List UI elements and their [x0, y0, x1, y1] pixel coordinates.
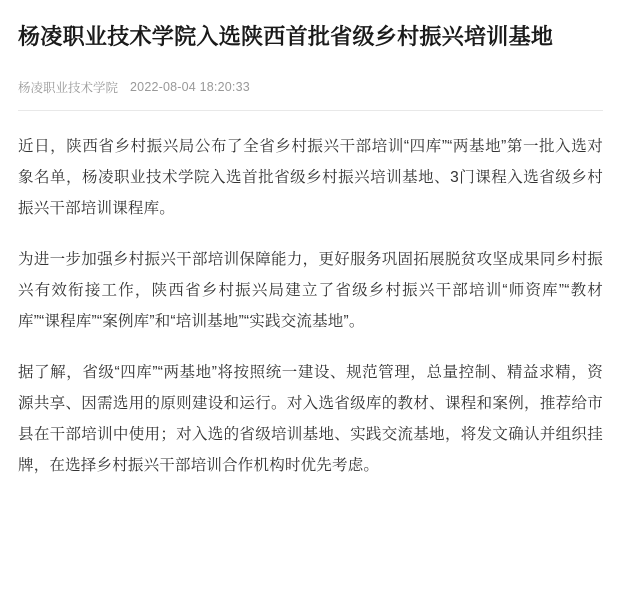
article-timestamp: 2022-08-04 18:20:33	[130, 79, 250, 94]
article-body	[18, 131, 603, 481]
header-divider	[18, 110, 603, 111]
article-source: 杨凌职业技术学院	[18, 80, 119, 95]
article-paragraph: 近日，陕西省乡村振兴局公布了全省乡村振兴干部培训“四库”“两基地”第一批入选对象名单，杨凌职业技术学院入选首批省级乡村振兴培训基地、3门课程入选省级乡村振兴干部培训课程库。	[18, 137, 603, 217]
article-paragraph: 为进一步加强乡村振兴干部培训保障能力，更好服务巩固拓展脱贫攻坚成果同乡村振兴有效衔接工作，陕西省乡村振兴局建立了省级乡村振兴干部培训“师资库”“教材库”“课程库”“案例库”和“培训基地”“实践交流基地”。	[18, 250, 603, 330]
article-paragraph: 据了解，省级“四库”“两基地”将按照统一建设、规范管理，总量控制、精益求精，资源共享、因需选用的原则建设和运行。对入选省级库的教材、课程和案例，推荐给市县在干部培训中使用；对入选的省级培训基地、实践交流基地，将发文确认并组织挂牌，在选择乡村振兴干部培训合作机构时优先考虑。	[18, 363, 603, 474]
page-title: 杨凌职业技术学院入选陕西首批省级乡村振兴培训基地	[18, 24, 554, 49]
article-meta	[18, 78, 603, 96]
